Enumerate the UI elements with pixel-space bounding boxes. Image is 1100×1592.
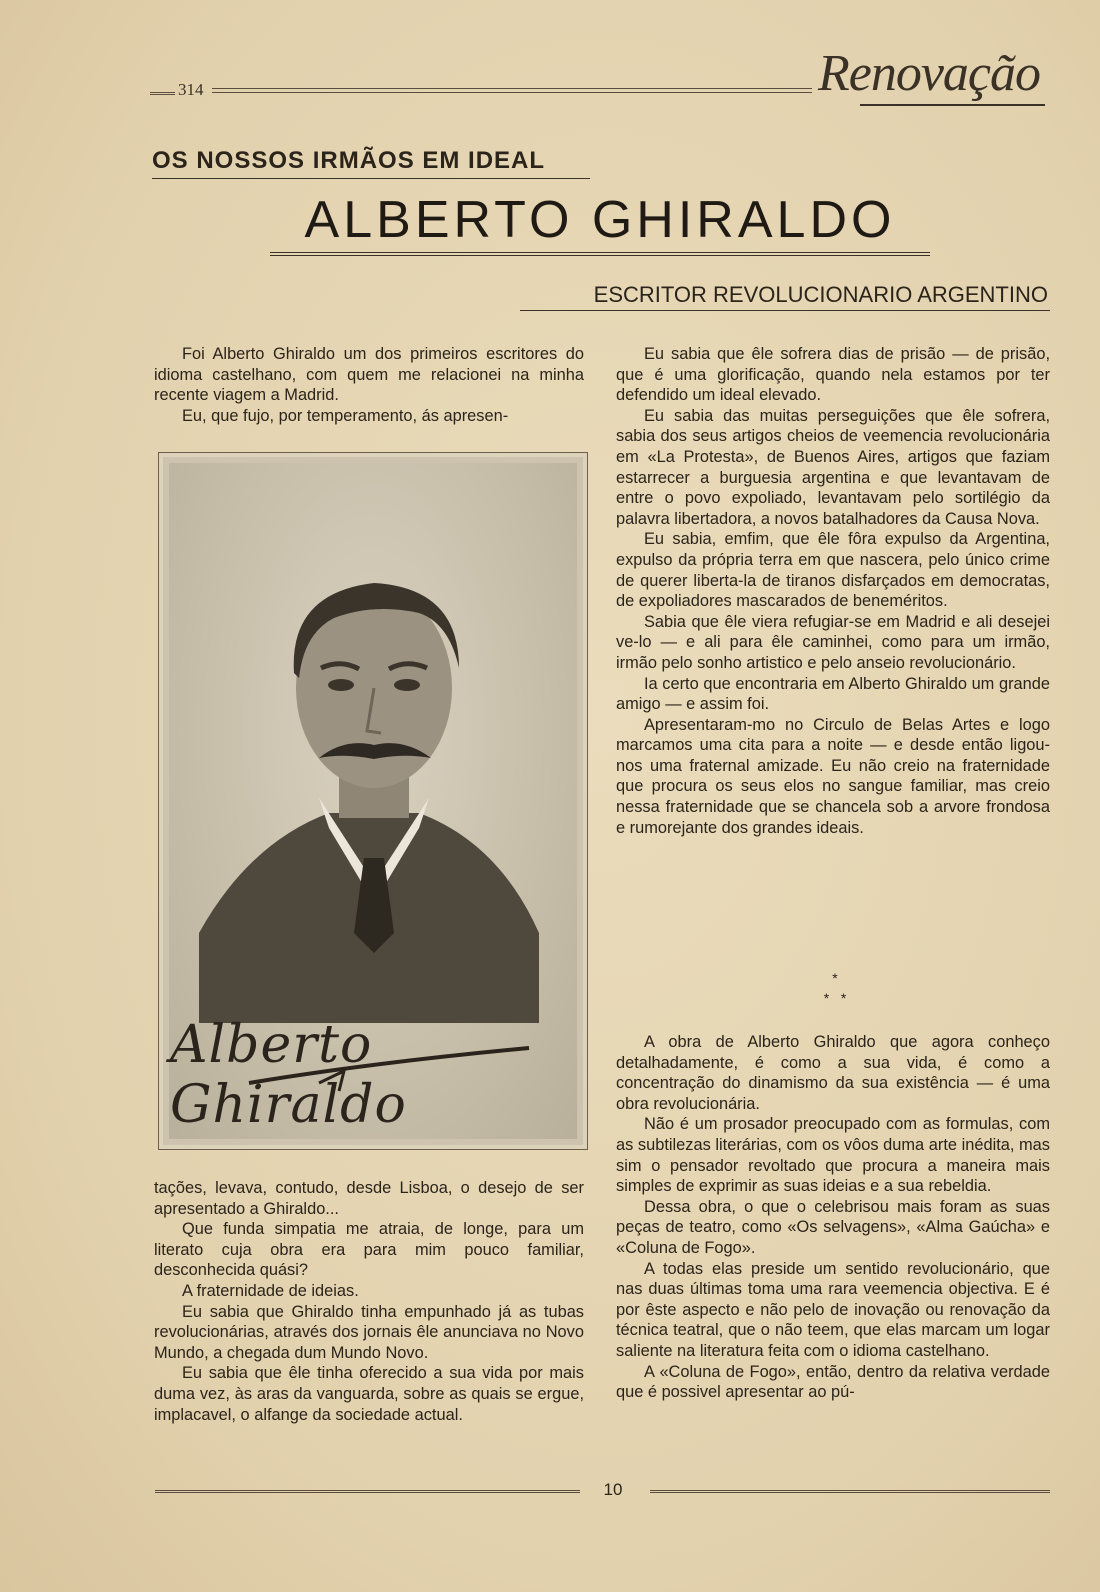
separator-asterisk-top: * [832,970,838,986]
footer-rule-left [155,1490,580,1493]
paragraph: Foi Alberto Ghiraldo um dos primeiros escritores do idioma castelhano, com quem me relacionei na minha recente viagem a Madrid. [154,345,584,405]
section-title-rule [152,178,590,179]
portrait-signature: Alberto Ghiraldo [170,1015,407,1135]
paragraph: Não é um prosador preocupado com as formulas, com as subtilezas literárias, com os vôos duma arte inédita, mas sim o pensador revoltado que procura a maneira mais simples de exprimir as suas ideias e a sua rebeldia. [616,1115,1050,1196]
article-title-rule [270,252,930,256]
paragraph: Dessa obra, o que o celebrisou mais foram as suas peças de teatro, como «Os selvagens», «Alma Gaúcha» e «Coluna de Fogo». [616,1197,1050,1257]
right-column-top [616,344,1050,838]
paragraph: tações, levava, contudo, desde Lisboa, o desejo de ser apresentado a Ghiraldo... [154,1179,584,1218]
article-subtitle: ESCRITOR REVOLUCIONARIO ARGENTINO [593,282,1048,307]
paragraph: Eu sabia, emfim, que êle fôra expulso da Argentina, expulso da própria terra em que nascera, pelo único crime de querer liberta-la de tiranos disfarçados em democratas, de expoliadores mascarados de beneméritos. [616,530,1050,611]
section-separator [800,968,870,1008]
header-rule-left [150,92,175,95]
paragraph: A «Coluna de Fogo», então, dentro da relativa verdade que é possivel apresentar ao pú- [616,1362,1050,1402]
footer-page-number: 10 [603,1480,623,1499]
logo-underline [860,104,1045,106]
paragraph: Que funda simpatia me atraia, de longe, para um literato cuja obra era para mim pouco familiar, desconhecida quási? [154,1220,584,1280]
paragraph: A todas elas preside um sentido revolucionário, que nas duas últimas toma uma rara veemencia objectiva. E é por êste aspecto e não pelo de inovação ou renovação da técnica teatral, que o não teem, que elas marcam um logar saliente na literatura feita com o idioma castelhano. [616,1259,1050,1360]
article-subtitle-rule [520,310,1050,311]
paragraph: Sabia que êle viera refugiar-se em Madrid e ali desejei ve-lo — e ali para êle caminhei, como para um irmão, irmão pelo sonho artistico e pelo anseio revolucionário. [616,612,1050,672]
magazine-logo: Renovação [818,45,1041,102]
page-number: 314 [178,80,204,99]
paragraph: Ia certo que encontraria em Alberto Ghiraldo um grande amigo — e assim foi. [616,674,1050,714]
right-column-bottom [616,1032,1050,1403]
article-title: ALBERTO GHIRALDO [304,191,896,249]
paragraph: Eu, que fujo, por temperamento, ás apresen- [182,406,509,425]
separator-asterisks-bottom: * * [823,990,847,1006]
section-title: OS NOSSOS IRMÃOS EM IDEAL [152,147,546,174]
paragraph: Apresentaram-mo no Circulo de Belas Artes e logo marcamos uma cita para a noite — e desde então ligou-nos uma fraternal amizade. Eu não creio na fraternidade que procura os seus elos no sangue familiar, mas creio nessa fraternidade que se chancela sob a arvore frondosa e rumorejante dos grandes ideais. [616,715,1050,837]
paragraph: Eu sabia que Ghiraldo tinha empunhado já as tubas revolucionárias, através dos jornais êle anunciava no Novo Mundo, a chegada dum Mundo Novo. [154,1302,584,1362]
paragraph: Eu sabia que êle sofrera dias de prisão — de prisão, que é uma glorificação, quando nela estamos por ter defendido um ideal elevado. [616,345,1050,405]
left-column-top [154,344,584,426]
paragraph: A fraternidade de ideias. [182,1281,359,1300]
left-column-bottom [154,1178,584,1425]
header-rule [212,88,812,93]
footer-rule-right [650,1490,1050,1493]
paragraph: Eu sabia das muitas perseguições que êle sofrera, sabia dos seus artigos cheios de veemencia revolucionária em «La Protesta», de Buenos Aires, artigos que faziam estarrecer a burguesia argentina e que levantavam de entre o povo expoliado, levantavam pelo sortilégio da palavra libertadora, a novos batalhadores da Causa Nova. [616,406,1050,528]
paragraph: Eu sabia que êle tinha oferecido a sua vida por mais duma vez, às aras da vanguarda, sobre as quais se ergue, implacavel, o alfange da sociedade actual. [154,1364,584,1424]
paragraph: A obra de Alberto Ghiraldo que agora conheço detalhadamente, é como a sua vida, é como a concentração do dinamismo da sua existência — é uma obra revolucionária. [616,1033,1050,1113]
